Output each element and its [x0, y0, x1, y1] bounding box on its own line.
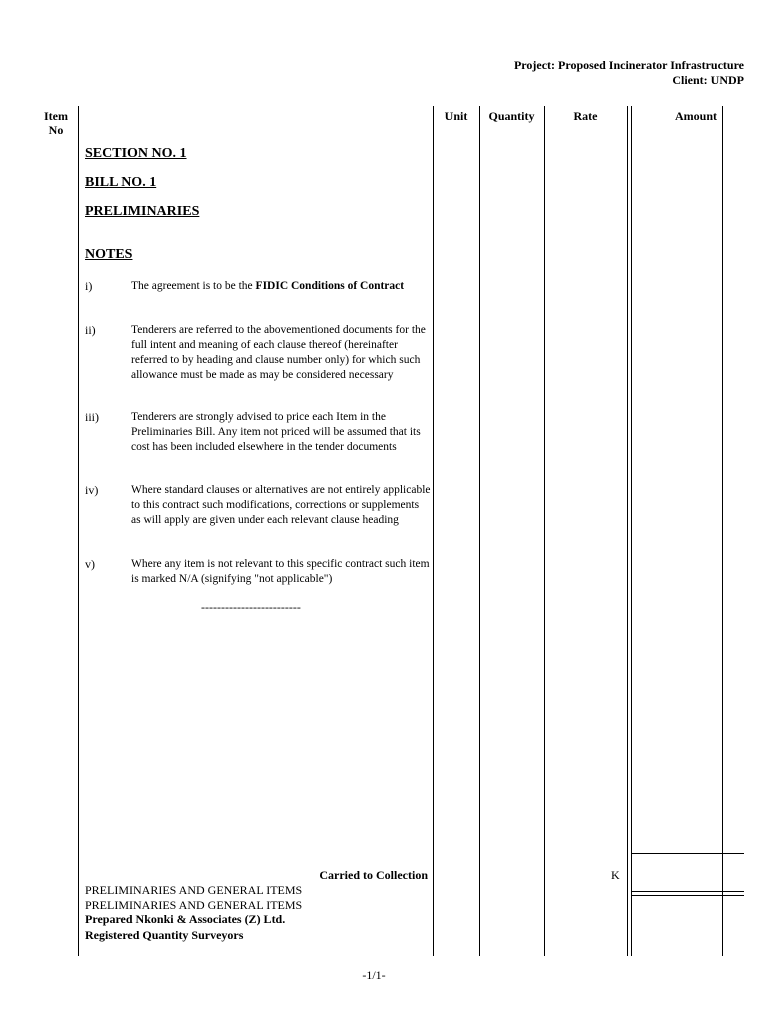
note-text: Tenderers are referred to the abovementioned documents for the full intent and meaning of each clause thereof (hereinafter referred to by heading and clause number only) for which such allowance must be made as may be considered necessary	[131, 324, 426, 381]
total-rule-top	[631, 853, 744, 854]
note-text: Where any item is not relevant to this specific contract such item is marked N/A (signifying "not applicable")	[131, 558, 430, 585]
column-line-amount	[722, 106, 723, 956]
carried-to-collection: Carried to Collection	[319, 868, 428, 882]
page-number: -1/1-	[362, 968, 386, 982]
note-number: ii)	[85, 323, 96, 337]
header-amount: Amount	[674, 109, 717, 123]
column-line-rate-1	[627, 106, 628, 956]
notes-heading: NOTES	[85, 247, 133, 262]
column-line-unit	[479, 106, 480, 956]
note-number: iii)	[85, 410, 99, 424]
header-item-no: Item No	[44, 109, 68, 137]
column-line-description	[433, 106, 434, 956]
client-name: Client: UNDP	[672, 73, 744, 87]
header-quantity: Quantity	[488, 109, 535, 123]
preliminaries-heading: PRELIMINARIES	[85, 204, 200, 219]
project-title: Project: Proposed Incinerator Infrastructure	[513, 58, 744, 72]
note-number: iv)	[85, 483, 99, 497]
header-rate: Rate	[573, 109, 598, 123]
registered-qs: Registered Quantity Surveyors	[85, 928, 244, 942]
currency-label: K	[611, 868, 620, 882]
column-line-item	[78, 106, 79, 956]
note-number: v)	[85, 557, 95, 571]
footer-line-1: PRELIMINARIES AND GENERAL ITEMS	[85, 883, 303, 897]
footer-line-2: PRELIMINARIES AND GENERAL ITEMS	[85, 898, 303, 912]
prepared-by: Prepared Nkonki & Associates (Z) Ltd.	[85, 912, 286, 926]
bill-heading: BILL NO. 1	[85, 175, 157, 190]
note-text: Where standard clauses or alternatives are not entirely applicable to this contract such modifications, corrections or supplements as will apply are given under each relevant clause heading	[131, 484, 431, 526]
header-unit: Unit	[444, 109, 468, 123]
notes-divider: -------------------------	[201, 600, 301, 614]
column-line-quantity	[544, 106, 545, 956]
section-heading: SECTION NO. 1	[85, 146, 187, 161]
total-rule-bottom-1	[631, 891, 744, 892]
note-number: i)	[85, 279, 93, 293]
note-text: The agreement is to be the FIDIC Conditions of Contract	[131, 280, 405, 292]
note-text: Tenderers are strongly advised to price each Item in the Preliminaries Bill. Any item not priced will be assumed that its cost has been included elsewhere in the tender documents	[131, 411, 421, 453]
total-rule-bottom-2	[631, 895, 744, 896]
column-line-rate-2	[631, 106, 632, 956]
